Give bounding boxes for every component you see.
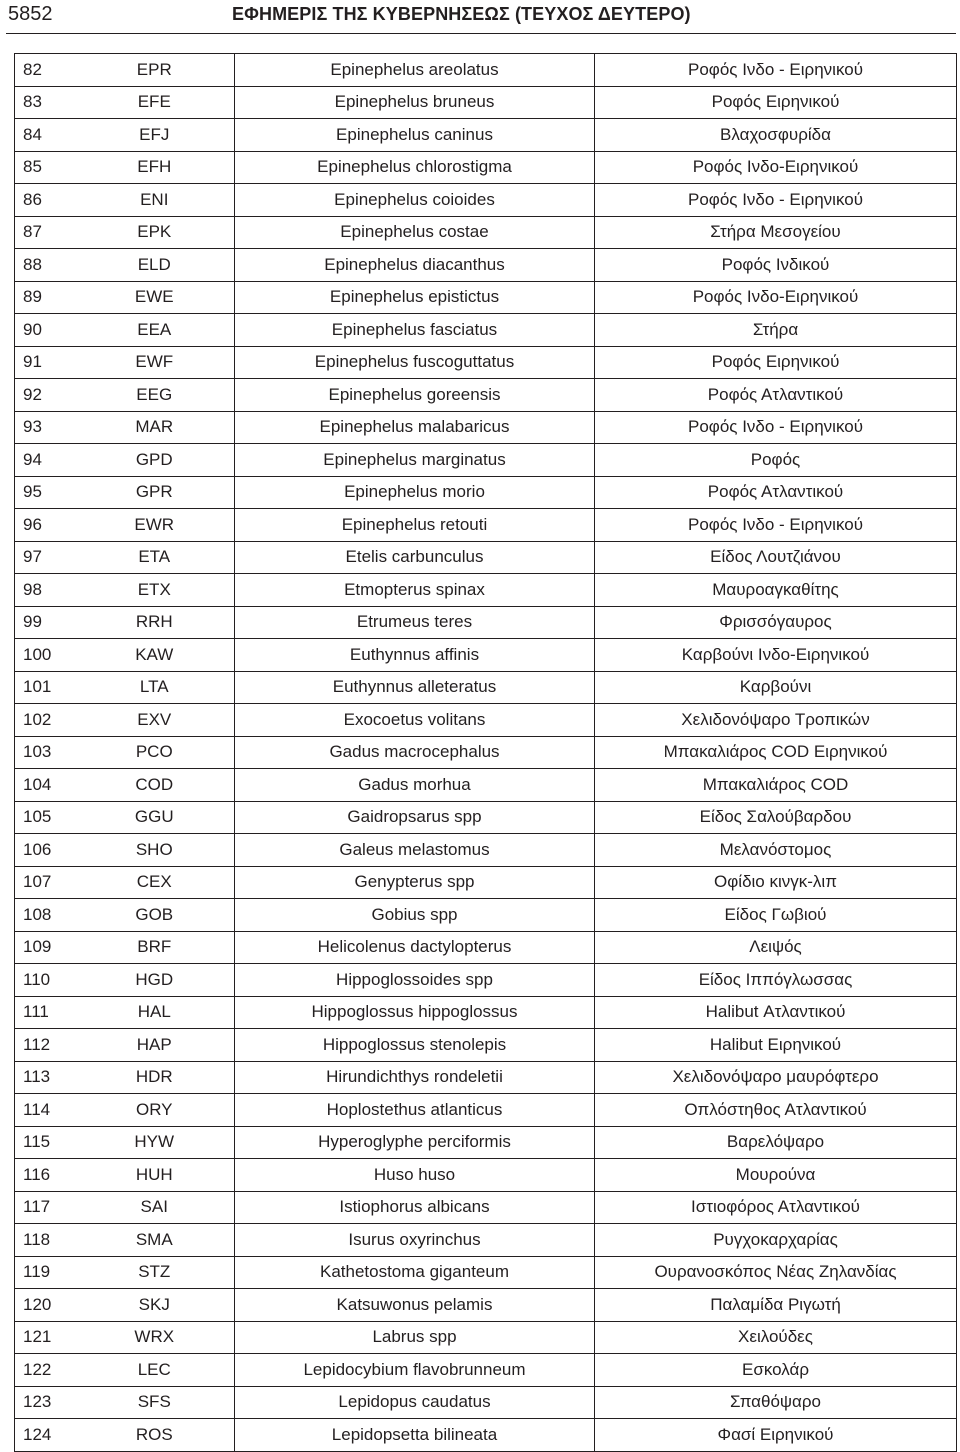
greek-name-cell: Ροφός Ινδο-Ειρηνικού (595, 151, 957, 184)
greek-name-cell: Ροφός Ινδικού (595, 249, 957, 282)
table-row (15, 736, 957, 769)
table-row (15, 86, 957, 119)
table-row (15, 1094, 957, 1127)
species-code-cell: EXV (55, 704, 235, 737)
row-number-cell: 97 (15, 541, 55, 574)
table-row (15, 444, 957, 477)
species-code-cell: HAP (55, 1029, 235, 1062)
row-number-cell: 89 (15, 281, 55, 314)
table-row (15, 1354, 957, 1387)
scientific-name-cell: Epinephelus costae (235, 216, 595, 249)
row-number-cell: 93 (15, 411, 55, 444)
row-number-cell: 115 (15, 1126, 55, 1159)
species-code-cell: ETA (55, 541, 235, 574)
table-row (15, 1029, 957, 1062)
row-number-cell: 99 (15, 606, 55, 639)
species-code-cell: ELD (55, 249, 235, 282)
row-number-cell: 122 (15, 1354, 55, 1387)
species-code-cell: WRX (55, 1321, 235, 1354)
row-number-cell: 121 (15, 1321, 55, 1354)
table-row (15, 801, 957, 834)
table-row (15, 866, 957, 899)
greek-name-cell: Μπακαλιάρος COD (595, 769, 957, 802)
greek-name-cell: Χελιδονόψαρο μαυρόφτερο (595, 1061, 957, 1094)
row-number-cell: 96 (15, 509, 55, 542)
greek-name-cell: Ροφός Ατλαντικού (595, 379, 957, 412)
species-code-cell: EFE (55, 86, 235, 119)
row-number-cell: 103 (15, 736, 55, 769)
row-number-cell: 114 (15, 1094, 55, 1127)
scientific-name-cell: Gaidropsarus spp (235, 801, 595, 834)
greek-name-cell: Καρβούνι (595, 671, 957, 704)
table-row (15, 899, 957, 932)
table-row (15, 1159, 957, 1192)
greek-name-cell: Φρισσόγαυρος (595, 606, 957, 639)
species-code-cell: EWF (55, 346, 235, 379)
greek-name-cell: Είδος Γωβιού (595, 899, 957, 932)
scientific-name-cell: Epinephelus marginatus (235, 444, 595, 477)
row-number-cell: 124 (15, 1419, 55, 1452)
greek-name-cell: Ροφός Ειρηνικού (595, 86, 957, 119)
table-row (15, 249, 957, 282)
greek-name-cell: Οφίδιο κινγκ-λιπ (595, 866, 957, 899)
species-table-body (15, 54, 957, 1452)
row-number-cell: 98 (15, 574, 55, 607)
table-row (15, 541, 957, 574)
table-row (15, 346, 957, 379)
table-row (15, 184, 957, 217)
greek-name-cell: Ιστιοφόρος Ατλαντικού (595, 1191, 957, 1224)
greek-name-cell: Μπακαλιάρος COD Ειρηνικού (595, 736, 957, 769)
greek-name-cell: Καρβούνι Ινδο-Ειρηνικού (595, 639, 957, 672)
scientific-name-cell: Labrus spp (235, 1321, 595, 1354)
row-number-cell: 94 (15, 444, 55, 477)
row-number-cell: 102 (15, 704, 55, 737)
scientific-name-cell: Euthynnus alleteratus (235, 671, 595, 704)
scientific-name-cell: Epinephelus caninus (235, 119, 595, 152)
greek-name-cell: Παλαμίδα Ριγωτή (595, 1289, 957, 1322)
scientific-name-cell: Etelis carbunculus (235, 541, 595, 574)
species-code-cell: MAR (55, 411, 235, 444)
row-number-cell: 83 (15, 86, 55, 119)
scientific-name-cell: Epinephelus morio (235, 476, 595, 509)
greek-name-cell: Ροφός Ειρηνικού (595, 346, 957, 379)
row-number-cell: 85 (15, 151, 55, 184)
species-code-cell: GOB (55, 899, 235, 932)
scientific-name-cell: Epinephelus diacanthus (235, 249, 595, 282)
greek-name-cell: Είδος Σαλούβαρδου (595, 801, 957, 834)
table-row (15, 1126, 957, 1159)
greek-name-cell: Halibut Ειρηνικού (595, 1029, 957, 1062)
table-row (15, 411, 957, 444)
scientific-name-cell: Kathetostoma giganteum (235, 1256, 595, 1289)
species-code-cell: HDR (55, 1061, 235, 1094)
row-number-cell: 112 (15, 1029, 55, 1062)
row-number-cell: 105 (15, 801, 55, 834)
table-row (15, 931, 957, 964)
table-row (15, 834, 957, 867)
scientific-name-cell: Istiophorus albicans (235, 1191, 595, 1224)
table-row (15, 151, 957, 184)
row-number-cell: 117 (15, 1191, 55, 1224)
scientific-name-cell: Hippoglossus stenolepis (235, 1029, 595, 1062)
scientific-name-cell: Epinephelus epistictus (235, 281, 595, 314)
scientific-name-cell: Hippoglossus hippoglossus (235, 996, 595, 1029)
scientific-name-cell: Gadus morhua (235, 769, 595, 802)
row-number-cell: 91 (15, 346, 55, 379)
greek-name-cell: Στήρα Μεσογείου (595, 216, 957, 249)
scientific-name-cell: Euthynnus affinis (235, 639, 595, 672)
row-number-cell: 119 (15, 1256, 55, 1289)
greek-name-cell: Στήρα (595, 314, 957, 347)
scientific-name-cell: Epinephelus areolatus (235, 54, 595, 87)
greek-name-cell: Μαυροαγκαθίτης (595, 574, 957, 607)
species-code-cell: HUH (55, 1159, 235, 1192)
row-number-cell: 107 (15, 866, 55, 899)
species-code-cell: ENI (55, 184, 235, 217)
scientific-name-cell: Epinephelus bruneus (235, 86, 595, 119)
species-code-cell: HGD (55, 964, 235, 997)
table-row (15, 574, 957, 607)
table-row (15, 769, 957, 802)
row-number-cell: 120 (15, 1289, 55, 1322)
table-row (15, 704, 957, 737)
scientific-name-cell: Epinephelus fasciatus (235, 314, 595, 347)
scientific-name-cell: Hirundichthys rondeletii (235, 1061, 595, 1094)
table-row (15, 509, 957, 542)
species-code-cell: PCO (55, 736, 235, 769)
row-number-cell: 86 (15, 184, 55, 217)
greek-name-cell: Σπαθόψαρο (595, 1386, 957, 1419)
page-header (0, 0, 960, 34)
greek-name-cell: Ροφός Ινδο - Ειρηνικού (595, 184, 957, 217)
species-code-cell: SHO (55, 834, 235, 867)
scientific-name-cell: Huso huso (235, 1159, 595, 1192)
species-code-cell: EEA (55, 314, 235, 347)
species-code-cell: RRH (55, 606, 235, 639)
greek-name-cell: Λειψός (595, 931, 957, 964)
page-number: 5852 (8, 3, 53, 25)
row-number-cell: 106 (15, 834, 55, 867)
scientific-name-cell: Epinephelus fuscoguttatus (235, 346, 595, 379)
species-code-cell: EFH (55, 151, 235, 184)
species-code-cell: GPD (55, 444, 235, 477)
row-number-cell: 95 (15, 476, 55, 509)
scientific-name-cell: Etrumeus teres (235, 606, 595, 639)
table-row (15, 281, 957, 314)
table-row (15, 1256, 957, 1289)
scientific-name-cell: Epinephelus goreensis (235, 379, 595, 412)
row-number-cell: 104 (15, 769, 55, 802)
row-number-cell: 123 (15, 1386, 55, 1419)
table-row (15, 379, 957, 412)
species-code-cell: ETX (55, 574, 235, 607)
species-code-cell: STZ (55, 1256, 235, 1289)
species-code-cell: LEC (55, 1354, 235, 1387)
greek-name-cell: Χειλούδες (595, 1321, 957, 1354)
greek-name-cell: Εσκολάρ (595, 1354, 957, 1387)
scientific-name-cell: Lepidopsetta bilineata (235, 1419, 595, 1452)
table-row (15, 1419, 957, 1452)
table-row (15, 1224, 957, 1257)
scientific-name-cell: Hoplostethus atlanticus (235, 1094, 595, 1127)
greek-name-cell: Ροφός Ινδο-Ειρηνικού (595, 281, 957, 314)
species-code-cell: GGU (55, 801, 235, 834)
scientific-name-cell: Genypterus spp (235, 866, 595, 899)
species-code-cell: BRF (55, 931, 235, 964)
table-row (15, 54, 957, 87)
header-rule (6, 33, 956, 34)
scientific-name-cell: Gadus macrocephalus (235, 736, 595, 769)
row-number-cell: 101 (15, 671, 55, 704)
scientific-name-cell: Galeus melastomus (235, 834, 595, 867)
species-code-cell: LTA (55, 671, 235, 704)
table-row (15, 119, 957, 152)
table-row (15, 964, 957, 997)
greek-name-cell: Φασί Ειρηνικού (595, 1419, 957, 1452)
species-code-cell: KAW (55, 639, 235, 672)
table-row (15, 1386, 957, 1419)
row-number-cell: 109 (15, 931, 55, 964)
scientific-name-cell: Lepidocybium flavobrunneum (235, 1354, 595, 1387)
species-table-container (14, 53, 956, 1452)
greek-name-cell: Ροφός Ινδο - Ειρηνικού (595, 54, 957, 87)
row-number-cell: 108 (15, 899, 55, 932)
greek-name-cell: Ρυγχοκαρχαρίας (595, 1224, 957, 1257)
scientific-name-cell: Epinephelus malabaricus (235, 411, 595, 444)
table-row (15, 671, 957, 704)
species-code-cell: HYW (55, 1126, 235, 1159)
species-code-cell: ROS (55, 1419, 235, 1452)
running-title: ΕΦΗΜΕΡΙΣ ΤΗΣ ΚΥΒΕΡΝΗΣΕΩΣ (ΤΕΥΧΟΣ ΔΕΥΤΕΡΟ) (232, 4, 691, 24)
table-row (15, 996, 957, 1029)
table-row (15, 314, 957, 347)
greek-name-cell: Είδος Λουτζιάνου (595, 541, 957, 574)
table-row (15, 476, 957, 509)
scientific-name-cell: Lepidopus caudatus (235, 1386, 595, 1419)
greek-name-cell: Βλαχοσφυρίδα (595, 119, 957, 152)
greek-name-cell: Βαρελόψαρο (595, 1126, 957, 1159)
greek-name-cell: Μελανόστομος (595, 834, 957, 867)
greek-name-cell: Ροφός Ινδο - Ειρηνικού (595, 509, 957, 542)
species-code-cell: EFJ (55, 119, 235, 152)
row-number-cell: 92 (15, 379, 55, 412)
species-table (14, 53, 957, 1452)
table-row (15, 639, 957, 672)
species-code-cell: SAI (55, 1191, 235, 1224)
table-row (15, 1289, 957, 1322)
table-row (15, 1321, 957, 1354)
species-code-cell: SMA (55, 1224, 235, 1257)
scientific-name-cell: Isurus oxyrinchus (235, 1224, 595, 1257)
scientific-name-cell: Hippoglossoides spp (235, 964, 595, 997)
row-number-cell: 100 (15, 639, 55, 672)
table-row (15, 1061, 957, 1094)
row-number-cell: 84 (15, 119, 55, 152)
greek-name-cell: Μουρούνα (595, 1159, 957, 1192)
greek-name-cell: Ουρανοσκόπος Νέας Ζηλανδίας (595, 1256, 957, 1289)
species-code-cell: EWR (55, 509, 235, 542)
scientific-name-cell: Katsuwonus pelamis (235, 1289, 595, 1322)
scientific-name-cell: Epinephelus retouti (235, 509, 595, 542)
greek-name-cell: Οπλόστηθος Ατλαντικού (595, 1094, 957, 1127)
species-code-cell: COD (55, 769, 235, 802)
species-code-cell: EPR (55, 54, 235, 87)
species-code-cell: SKJ (55, 1289, 235, 1322)
table-row (15, 606, 957, 639)
row-number-cell: 110 (15, 964, 55, 997)
row-number-cell: 111 (15, 996, 55, 1029)
species-code-cell: SFS (55, 1386, 235, 1419)
table-row (15, 1191, 957, 1224)
scientific-name-cell: Epinephelus coioides (235, 184, 595, 217)
table-row (15, 216, 957, 249)
row-number-cell: 88 (15, 249, 55, 282)
greek-name-cell: Halibut Ατλαντικού (595, 996, 957, 1029)
species-code-cell: GPR (55, 476, 235, 509)
row-number-cell: 113 (15, 1061, 55, 1094)
species-code-cell: CEX (55, 866, 235, 899)
row-number-cell: 116 (15, 1159, 55, 1192)
row-number-cell: 82 (15, 54, 55, 87)
scientific-name-cell: Gobius spp (235, 899, 595, 932)
species-code-cell: EPK (55, 216, 235, 249)
species-code-cell: EWE (55, 281, 235, 314)
greek-name-cell: Ροφός (595, 444, 957, 477)
scientific-name-cell: Exocoetus volitans (235, 704, 595, 737)
greek-name-cell: Χελιδονόψαρο Τροπικών (595, 704, 957, 737)
scientific-name-cell: Hyperoglyphe perciformis (235, 1126, 595, 1159)
scientific-name-cell: Epinephelus chlorostigma (235, 151, 595, 184)
row-number-cell: 87 (15, 216, 55, 249)
row-number-cell: 90 (15, 314, 55, 347)
species-code-cell: HAL (55, 996, 235, 1029)
greek-name-cell: Είδος Ιππόγλωσσας (595, 964, 957, 997)
scientific-name-cell: Etmopterus spinax (235, 574, 595, 607)
greek-name-cell: Ροφός Ινδο - Ειρηνικού (595, 411, 957, 444)
row-number-cell: 118 (15, 1224, 55, 1257)
species-code-cell: EEG (55, 379, 235, 412)
greek-name-cell: Ροφός Ατλαντικού (595, 476, 957, 509)
scientific-name-cell: Helicolenus dactylopterus (235, 931, 595, 964)
species-code-cell: ORY (55, 1094, 235, 1127)
